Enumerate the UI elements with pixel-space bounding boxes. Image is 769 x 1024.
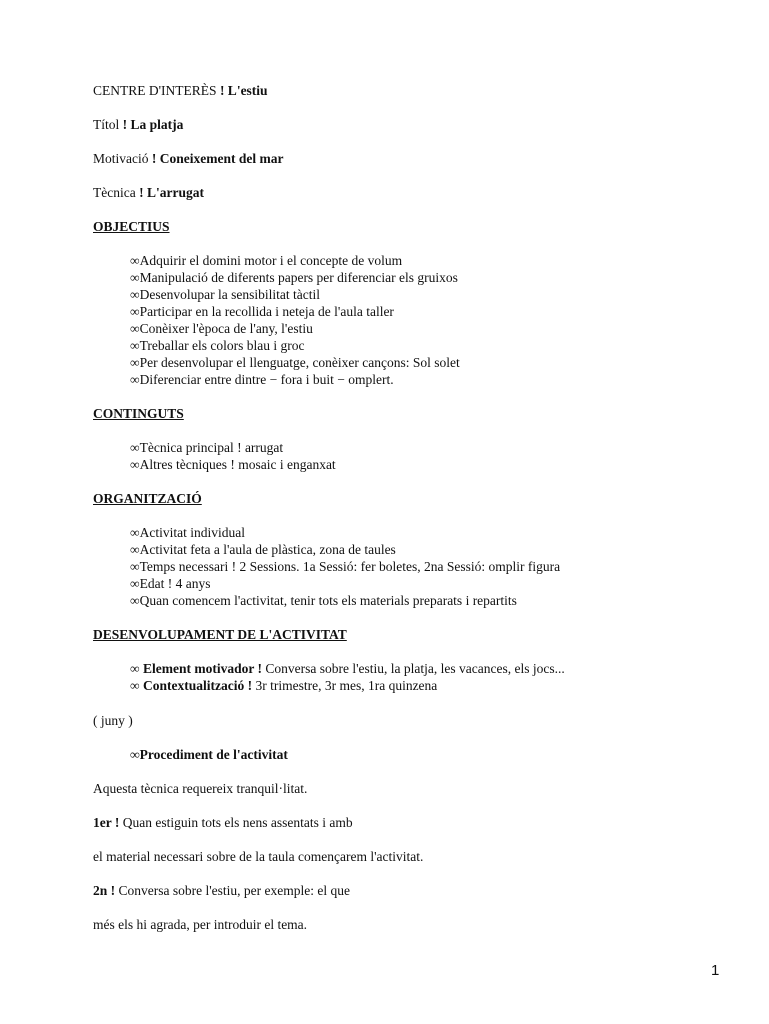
procediment-heading: ∞ Procediment de l'activitat — [130, 746, 288, 763]
list-item: ∞ Participar en la recollida i neteja de l'aula taller — [130, 303, 394, 320]
list-item: ∞ Conèixer l'època de l'any, l'estiu — [130, 320, 313, 337]
juny-text: ( juny ) — [93, 713, 133, 728]
list-item: ∞ Temps necessari ! 2 Sessions. 1a Sessió: fer boletes, 2na Sessió: omplir figura — [130, 558, 560, 575]
field-value: ! L'arrugat — [139, 185, 204, 200]
list-item: ∞ Diferenciar entre dintre − fora i buit − omplert. — [130, 371, 394, 388]
field-label: CENTRE D'INTERÈS — [93, 83, 217, 98]
centre-interes-line — [93, 82, 268, 99]
list-item — [130, 677, 437, 694]
continguts-heading: CONTINGUTS — [93, 406, 184, 421]
list-item: ∞ Treballar els colors blau i groc — [130, 337, 304, 354]
step-text: Quan estiguin tots els nens assentats i amb — [119, 815, 353, 830]
organitzacio-heading: ORGANITZACIÓ — [93, 491, 202, 506]
motivacio-line — [93, 150, 283, 167]
list-item: ∞ Activitat feta a l'aula de plàstica, zona de taules — [130, 541, 396, 558]
list-item: ∞ Quan comencem l'activitat, tenir tots els materials preparats i repartits — [130, 592, 517, 609]
list-item: ∞ Tècnica principal ! arrugat — [130, 439, 283, 456]
step-label: 1er ! — [93, 815, 120, 830]
item-label: Element motivador ! — [143, 661, 262, 676]
list-item: ∞ Desenvolupar la sensibilitat tàctil — [130, 286, 320, 303]
item-label: Contextualització ! — [143, 678, 253, 693]
step-label: 2n ! — [93, 883, 116, 898]
paragraph: més els hi agrada, per introduir el tema. — [93, 917, 308, 932]
paragraph: el material necessari sobre de la taula començarem l'activitat. — [93, 849, 424, 864]
desenvolupament-heading: DESENVOLUPAMENT DE L'ACTIVITAT — [93, 627, 347, 642]
field-label: Títol — [93, 117, 120, 132]
list-item: ∞ Activitat individual — [130, 524, 245, 541]
step-text: Conversa sobre l'estiu, per exemple: el que — [115, 883, 350, 898]
objectius-heading: OBJECTIUS — [93, 219, 170, 234]
list-item: ∞ Manipulació de diferents papers per diferenciar els gruixos — [130, 269, 458, 286]
step-2 — [93, 882, 350, 899]
field-label: Motivació — [93, 151, 149, 166]
field-value: ! Coneixement del mar — [151, 151, 284, 166]
tecnica-line — [93, 184, 204, 201]
field-value: ! La platja — [122, 117, 184, 132]
field-label: Tècnica — [93, 185, 136, 200]
field-value: ! L'estiu — [219, 83, 268, 98]
list-item — [130, 660, 565, 677]
list-item: ∞ Per desenvolupar el llenguatge, conèixer cançons: Sol solet — [130, 354, 460, 371]
page-number: 1 — [711, 962, 720, 979]
list-item: ∞ Edat ! 4 anys — [130, 575, 210, 592]
paragraph: Aquesta tècnica requereix tranquil·litat. — [93, 781, 308, 796]
item-text: 3r trimestre, 3r mes, 1ra quinzena — [252, 678, 438, 693]
step-1 — [93, 814, 353, 831]
titol-line — [93, 116, 183, 133]
list-item: ∞ Adquirir el domini motor i el concepte de volum — [130, 252, 402, 269]
item-text: Conversa sobre l'estiu, la platja, les vacances, els jocs... — [261, 661, 565, 676]
list-item: ∞ Altres tècniques ! mosaic i enganxat — [130, 456, 336, 473]
